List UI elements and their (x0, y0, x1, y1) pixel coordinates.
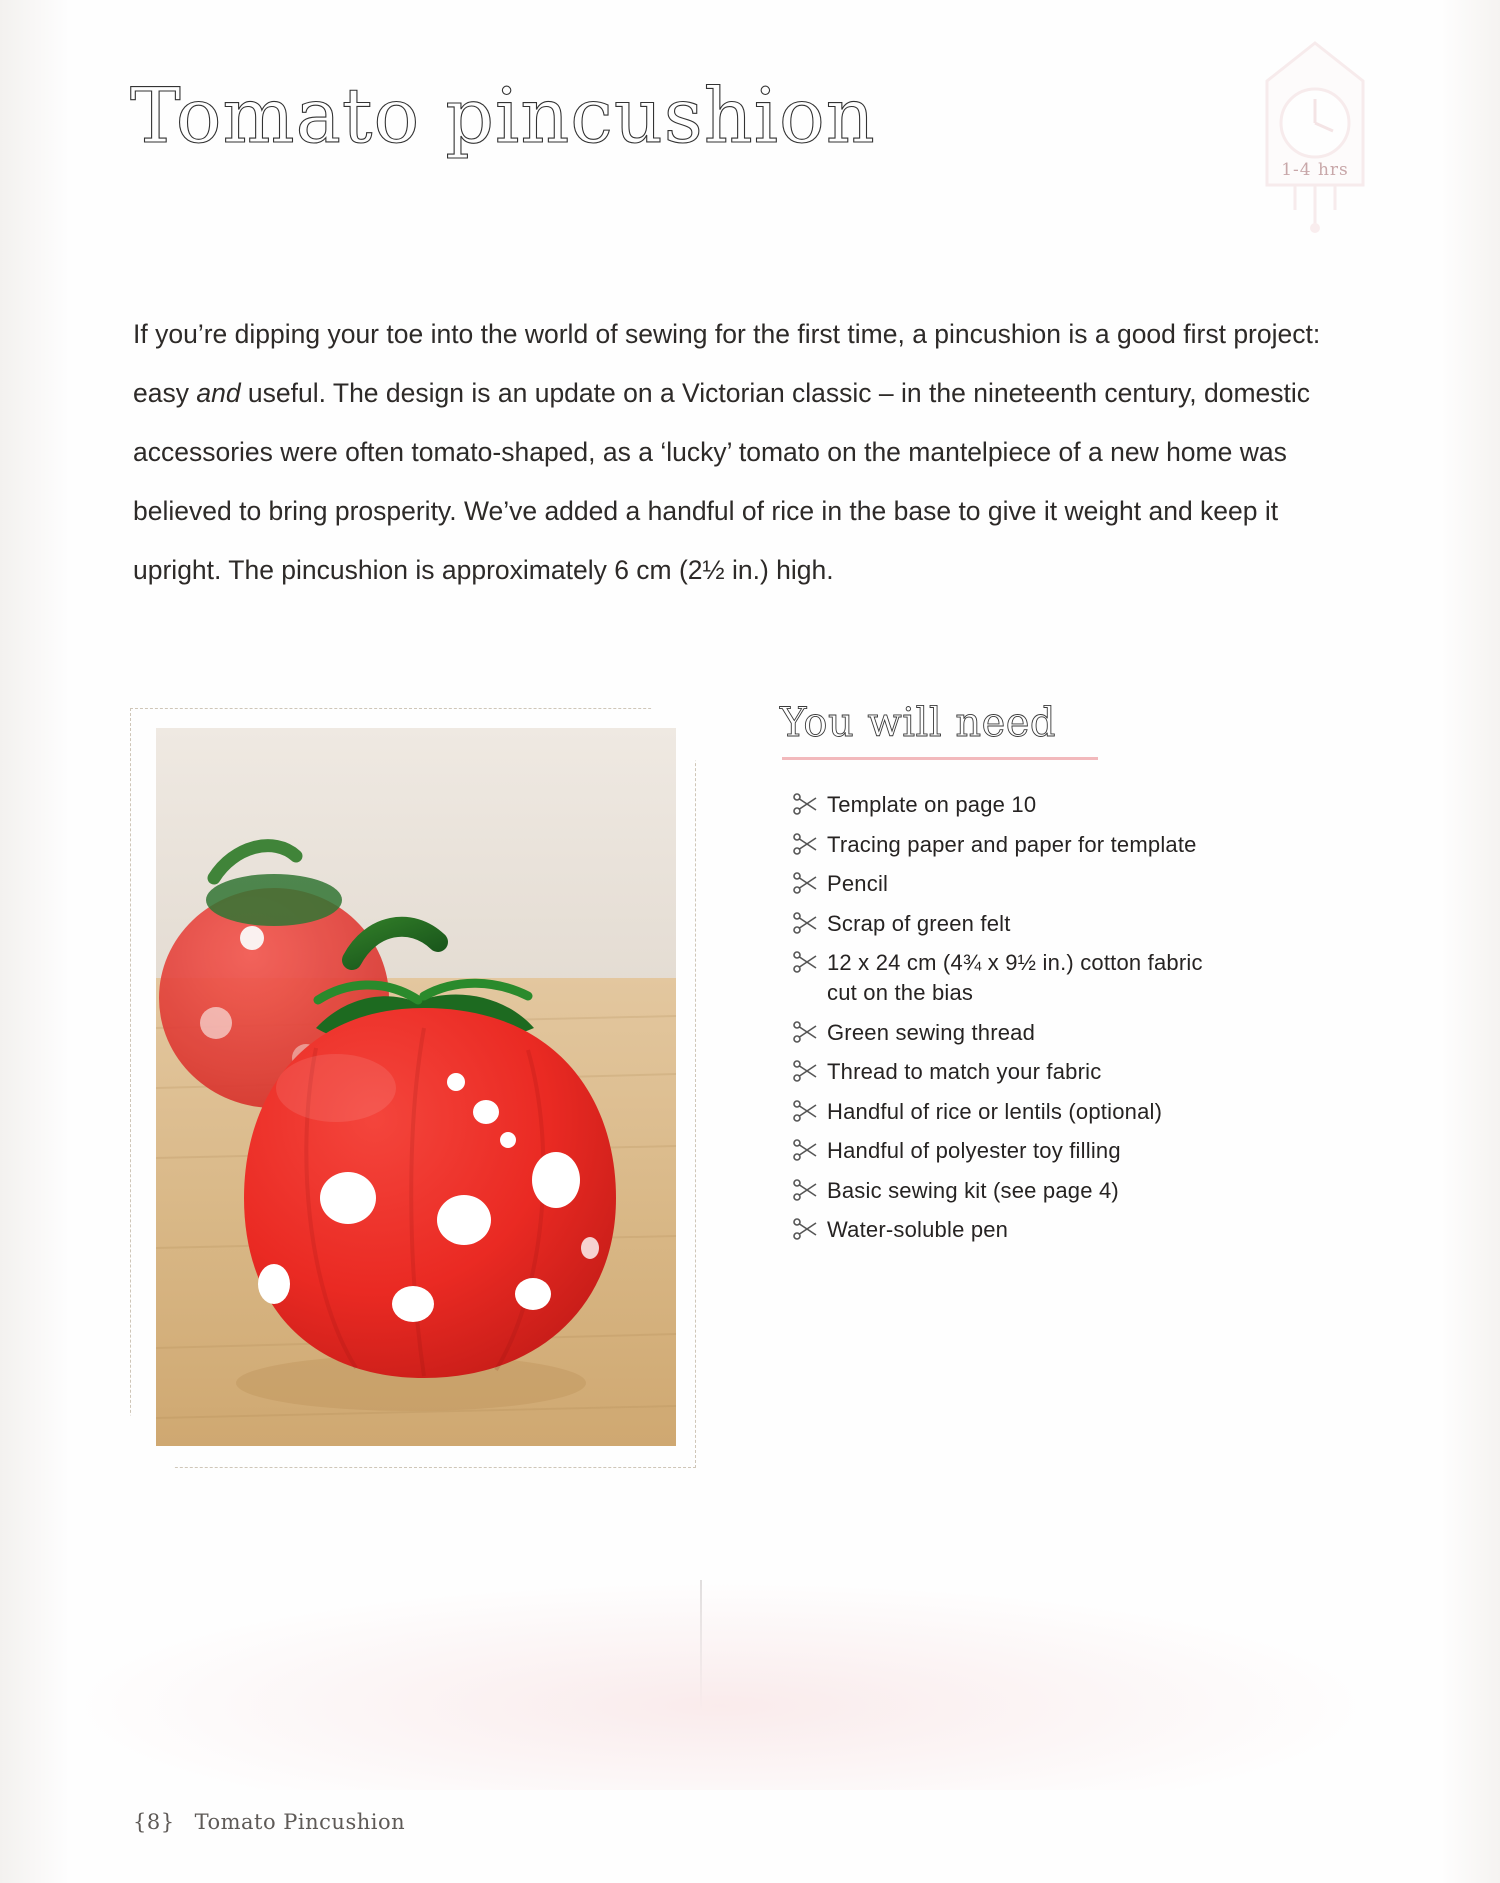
list-item (792, 1097, 1232, 1127)
list-item (792, 1018, 1232, 1048)
list-item-label: Handful of rice or lentils (optional) (827, 1098, 1163, 1124)
scissors-icon (792, 1138, 818, 1162)
scissors-icon (792, 1059, 818, 1083)
page-title (130, 71, 876, 160)
scissors-icon (792, 1217, 818, 1241)
scissors-icon (792, 1099, 818, 1123)
list-item (792, 1057, 1232, 1087)
project-photo (156, 728, 676, 1446)
page-footer (133, 1810, 405, 1834)
list-item-label: Green sewing thread (827, 1019, 1036, 1045)
scissors-icon (792, 1020, 818, 1044)
clock-icon (1255, 35, 1375, 235)
intro-paragraph (133, 305, 1333, 600)
project-photo-frame (130, 708, 696, 1468)
list-item (792, 830, 1232, 860)
intro-text-italic: and (196, 377, 241, 408)
scissors-icon (792, 950, 818, 974)
intro-text-part2: useful. The design is an update on a Victorian classic – in the nineteenth century, domestic accessories were often tomato-shaped, as a ‘lucky’ tomato on the mantelpiece of a new home was believed to bring prosperity. We’ve added a handful of rice in the base to give it weight and keep it upright. The pincushion is approximately 6 cm (2½ in.) high. (133, 377, 1311, 585)
list-item-label: Handful of polyester toy filling (827, 1138, 1121, 1163)
list-item (792, 869, 1232, 899)
scissors-icon (792, 911, 818, 935)
list-item (792, 1176, 1232, 1206)
scan-fold-mark (700, 1580, 702, 1710)
list-item-label: Scrap of green felt (827, 910, 1011, 936)
page-title-text: Tomato pincushion (130, 71, 876, 160)
list-item-label: Template on page 10 (827, 792, 1037, 817)
materials-list (792, 790, 1232, 1255)
scissors-icon (792, 1178, 818, 1202)
scissors-icon (792, 832, 818, 856)
scan-edge-right (1440, 0, 1500, 1883)
materials-heading-rule (782, 757, 1098, 760)
list-item-label: Water-soluble pen (827, 1217, 1009, 1242)
list-item-label: Pencil (827, 871, 889, 896)
list-item (792, 1215, 1232, 1245)
intro-text-part1: If you’re dipping your toe into the world of sewing for the first time, a pincushion is a good first project: easy (133, 318, 1321, 408)
list-item (792, 790, 1232, 820)
list-item (792, 1136, 1232, 1166)
scan-edge-left (0, 0, 70, 1883)
time-badge-label: 1-4 hrs (1281, 160, 1349, 180)
list-item-label: Thread to match your fabric (827, 1059, 1102, 1084)
list-item (792, 948, 1232, 1008)
list-item-label: Tracing paper and paper for template (827, 831, 1197, 857)
scan-blush (60, 1580, 1380, 1790)
list-item-label: 12 x 24 cm (4¾ x 9½ in.) cotton fabric cut on the bias (827, 950, 1203, 1005)
scissors-icon (792, 871, 818, 895)
footer-running-title: Tomato Pincushion (194, 1810, 406, 1834)
materials-heading: You will need (780, 700, 1057, 746)
footer-page-number: {8} (133, 1810, 175, 1834)
scissors-icon (792, 792, 818, 816)
list-item-label: Basic sewing kit (see page 4) (827, 1177, 1119, 1203)
list-item (792, 909, 1232, 939)
